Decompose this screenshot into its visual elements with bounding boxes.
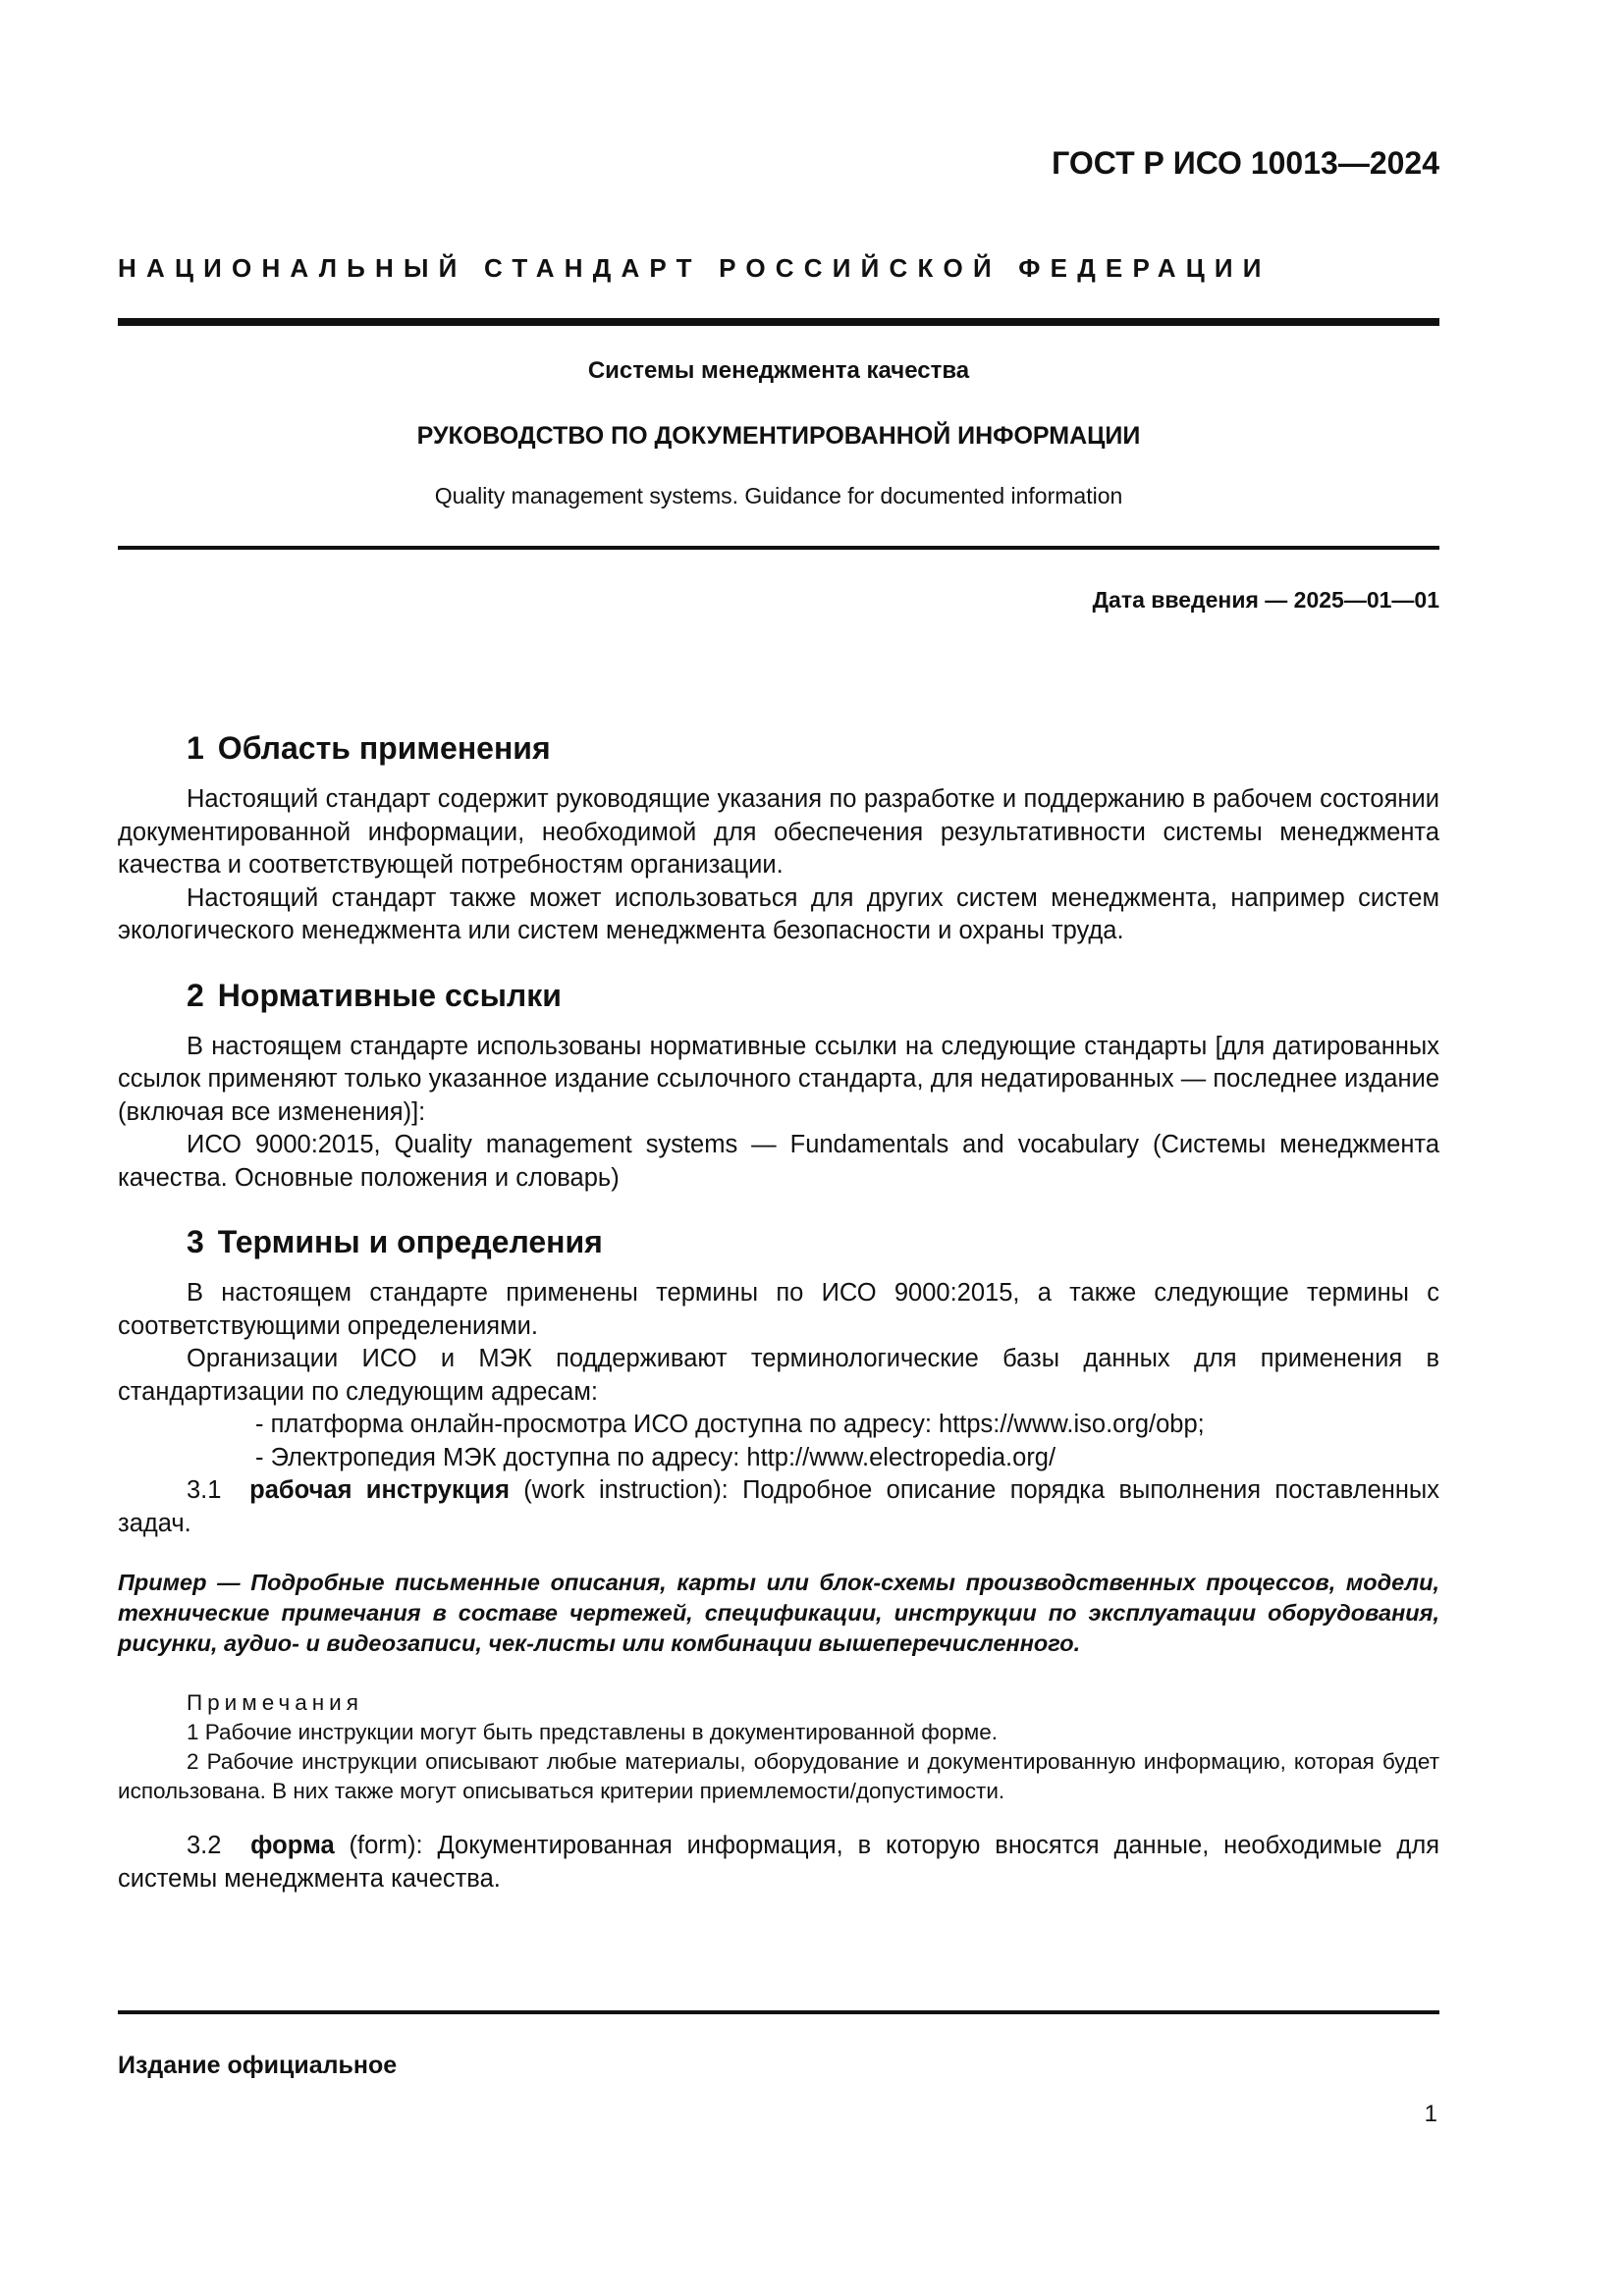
section-heading: 2 Нормативные ссылки <box>187 977 562 1013</box>
official-edition-label: Издание официальное <box>118 2052 398 2079</box>
term-name: форма <box>250 1832 335 1859</box>
header-divider-thick <box>118 318 1439 326</box>
notes-title: Примечания <box>187 1690 363 1715</box>
section-heading: 1 Область применения <box>187 730 551 766</box>
paragraph: Настоящий стандарт также может использоваться для других систем менеджмента, например систем экологического менеджмента или систем менеджмента безопасности и охраны труда. <box>118 883 1439 944</box>
page-number: 1 <box>1424 2101 1437 2127</box>
document-title: РУКОВОДСТВО ПО ДОКУМЕНТИРОВАННОЙ ИНФОРМАЦИИ <box>416 422 1141 450</box>
document-subtitle: Системы менеджмента качества <box>587 357 970 384</box>
note-item: 1 Рабочие инструкции могут быть представлены в документированной форме. <box>187 1720 999 1744</box>
document-code: ГОСТ Р ИСО 10013—2024 <box>1052 145 1439 181</box>
document-body <box>118 728 1439 1923</box>
term-definition-3-2: 3.2 форма (form): Документированная информация, в которую вносятся данные, необходимые для системы менеджмента качества. <box>118 1832 1440 1893</box>
note-item: 2 Рабочие инструкции описывают любые материалы, оборудование и документированную информацию, которая будет использована. В них также могут описываться критерии приемлемости/допустимости. <box>118 1749 1439 1803</box>
national-standard-banner: НАЦИОНАЛЬНЫЙ СТАНДАРТ РОССИЙСКОЙ ФЕДЕРАЦИИ <box>118 253 1272 283</box>
section-normative-references <box>118 976 1439 1196</box>
footer-divider <box>118 2010 1439 2014</box>
notes-block <box>118 1688 1439 1806</box>
title-divider <box>118 546 1439 550</box>
paragraph: Организации ИСО и МЭК поддерживают терминологические базы данных для применения в стандартизации по следующим адресам: <box>118 1345 1439 1406</box>
list-item: - платформа онлайн-просмотра ИСО доступна по адресу: https://www.iso.org/obp; <box>255 1411 1205 1438</box>
section-scope <box>118 728 1439 948</box>
paragraph: Настоящий стандарт содержит руководящие указания по разработке и поддержанию в рабочем состоянии документированной информации, необходимой для обеспечения результативности системы менеджмента качества и соответствующей потребностям организации. <box>118 785 1439 879</box>
document-english-title: Quality management systems. Guidance for documented information <box>434 483 1123 508</box>
paragraph: ИСО 9000:2015, Quality management systems — Fundamentals and vocabulary (Системы менеджмента качества. Основные положения и словарь) <box>118 1131 1439 1192</box>
introduction-date: Дата введения — 2025—01—01 <box>1092 587 1439 613</box>
paragraph: В настоящем стандарте использованы нормативные ссылки на следующие стандарты [для датированных ссылок применяют только указанное издание ссылочного стандарта, для недатированных — последнее издание (включая все изменения)]: <box>118 1032 1439 1126</box>
term-definition-3-1: 3.1 рабочая инструкция (work instruction): Подробное описание порядка выполнения поставленных задач. <box>118 1476 1440 1537</box>
section-terms-definitions <box>118 1222 1439 1896</box>
list-item: - Электропедия МЭК доступна по адресу: http://www.electropedia.org/ <box>255 1443 1056 1471</box>
section-heading: 3 Термины и определения <box>187 1224 603 1259</box>
example-text: Пример — Подробные письменные описания, карты или блок-схемы производственных процессов, модели, технические примечания в составе чертежей, спецификации, инструкции по эксплуатации оборудования, рисунки, аудио- и видеозаписи, чек-листы или комбинации вышеперечисленного. <box>118 1570 1439 1656</box>
paragraph: В настоящем стандарте применены термины по ИСО 9000:2015, а также следующие термины с соответствующими определениями. <box>118 1279 1439 1340</box>
term-name: рабочая инструкция <box>249 1476 510 1504</box>
